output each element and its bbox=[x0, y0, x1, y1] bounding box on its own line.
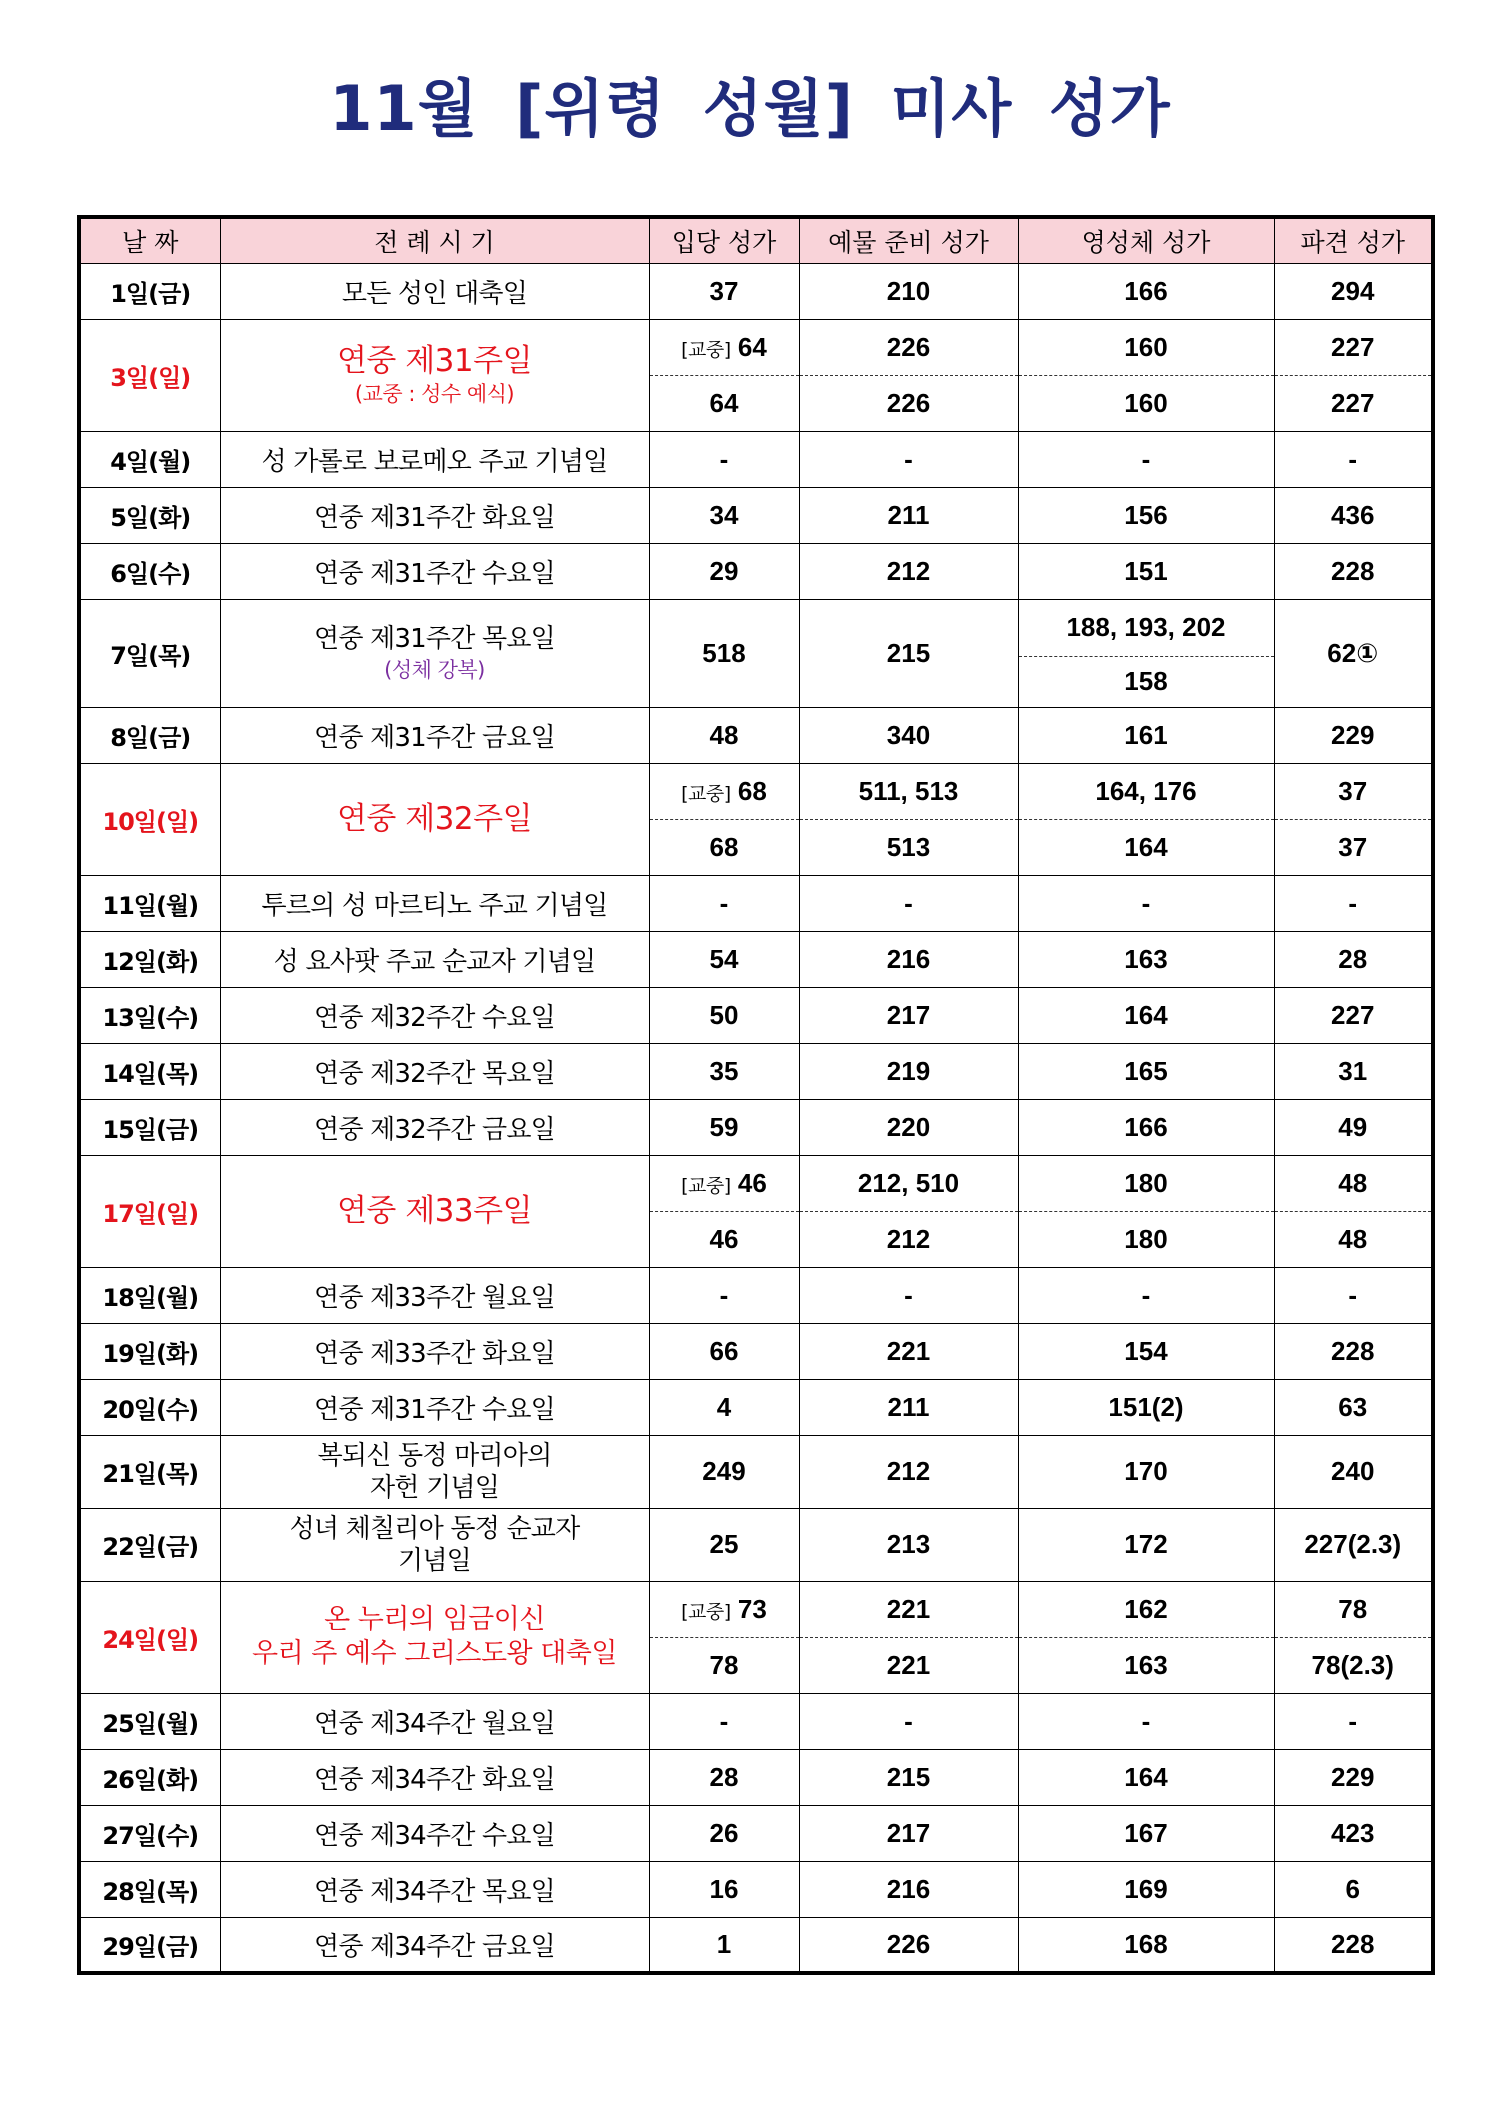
entrance-hymn: - bbox=[649, 1693, 799, 1749]
dismissal-hymn: 229 bbox=[1274, 1749, 1433, 1805]
offertory-hymn: 221 bbox=[799, 1323, 1018, 1379]
liturgy-cell: 연중 제34주간 월요일 bbox=[220, 1693, 649, 1749]
date-cell: 21일(목) bbox=[79, 1435, 220, 1508]
communion-hymn: 160 bbox=[1018, 319, 1274, 375]
dismissal-hymn: - bbox=[1274, 1267, 1433, 1323]
liturgy-cell: 연중 제32주간 목요일 bbox=[220, 1043, 649, 1099]
header-communion: 영성체 성가 bbox=[1018, 217, 1274, 263]
main-mass-tag: [교중] bbox=[681, 338, 731, 361]
liturgy-cell bbox=[220, 1435, 649, 1508]
dismissal-hymn: 423 bbox=[1274, 1805, 1433, 1861]
schedule-row bbox=[79, 1581, 1433, 1637]
entrance-hymn: 26 bbox=[649, 1805, 799, 1861]
offertory-hymn: 216 bbox=[799, 1861, 1018, 1917]
entrance-hymn bbox=[649, 1155, 799, 1211]
liturgy-line: 자헌 기념일 bbox=[369, 1472, 500, 1503]
date-cell: 8일(금) bbox=[79, 707, 220, 763]
dismissal-hymn: 227 bbox=[1274, 987, 1433, 1043]
liturgy-title: 연중 제31주일 bbox=[336, 343, 533, 379]
schedule-row bbox=[79, 1861, 1433, 1917]
hymn-schedule-table bbox=[77, 215, 1435, 1975]
communion-hymn: 160 bbox=[1018, 375, 1274, 431]
schedule-row bbox=[79, 1155, 1433, 1211]
main-mass-tag: [교중] bbox=[681, 782, 731, 805]
date-cell: 5일(화) bbox=[79, 487, 220, 543]
dismissal-hymn: 63 bbox=[1274, 1379, 1433, 1435]
dismissal-hymn: 48 bbox=[1274, 1211, 1433, 1267]
communion-hymn: 164 bbox=[1018, 987, 1274, 1043]
dismissal-hymn: 28 bbox=[1274, 931, 1433, 987]
offertory-hymn: 216 bbox=[799, 931, 1018, 987]
communion-hymn: - bbox=[1018, 431, 1274, 487]
schedule-row bbox=[79, 1323, 1433, 1379]
schedule-row bbox=[79, 1379, 1433, 1435]
entrance-hymn: 249 bbox=[649, 1435, 799, 1508]
header-entrance: 입당 성가 bbox=[649, 217, 799, 263]
dismissal-hymn: 37 bbox=[1274, 763, 1433, 819]
communion-hymn: 158 bbox=[1018, 656, 1274, 707]
entrance-hymn: 4 bbox=[649, 1379, 799, 1435]
entrance-hymn: 78 bbox=[649, 1637, 799, 1693]
entrance-hymn: 68 bbox=[649, 819, 799, 875]
date-cell: 15일(금) bbox=[79, 1099, 220, 1155]
liturgy-cell: 연중 제33주간 화요일 bbox=[220, 1323, 649, 1379]
schedule-row bbox=[79, 1267, 1433, 1323]
communion-hymn: 172 bbox=[1018, 1508, 1274, 1581]
offertory-hymn: - bbox=[799, 431, 1018, 487]
dismissal-hymn: 227 bbox=[1274, 375, 1433, 431]
liturgy-cell bbox=[220, 599, 649, 707]
entrance-hymn-number: 46 bbox=[737, 1167, 767, 1198]
dismissal-hymn: 228 bbox=[1274, 1323, 1433, 1379]
dismissal-hymn: 228 bbox=[1274, 1917, 1433, 1973]
liturgy-cell: 연중 제33주간 월요일 bbox=[220, 1267, 649, 1323]
dismissal-hymn: 49 bbox=[1274, 1099, 1433, 1155]
date-cell: 18일(월) bbox=[79, 1267, 220, 1323]
schedule-row bbox=[79, 1508, 1433, 1581]
offertory-hymn: 217 bbox=[799, 1805, 1018, 1861]
communion-hymn: 180 bbox=[1018, 1155, 1274, 1211]
liturgy-cell: 연중 제32주간 수요일 bbox=[220, 987, 649, 1043]
date-cell: 19일(화) bbox=[79, 1323, 220, 1379]
date-cell: 3일(일) bbox=[79, 319, 220, 431]
liturgy-note: (교중 : 성수 예식) bbox=[354, 382, 515, 406]
dismissal-hymn: - bbox=[1274, 875, 1433, 931]
dismissal-hymn: 294 bbox=[1274, 263, 1433, 319]
entrance-hymn: 37 bbox=[649, 263, 799, 319]
date-cell: 26일(화) bbox=[79, 1749, 220, 1805]
communion-hymn: 151(2) bbox=[1018, 1379, 1274, 1435]
dismissal-hymn: 48 bbox=[1274, 1155, 1433, 1211]
entrance-hymn: - bbox=[649, 875, 799, 931]
schedule-row bbox=[79, 1043, 1433, 1099]
schedule-row bbox=[79, 707, 1433, 763]
communion-hymn: 164 bbox=[1018, 819, 1274, 875]
offertory-hymn: 226 bbox=[799, 319, 1018, 375]
schedule-row bbox=[79, 1917, 1433, 1973]
entrance-hymn: 66 bbox=[649, 1323, 799, 1379]
offertory-hymn: - bbox=[799, 1693, 1018, 1749]
offertory-hymn: 212, 510 bbox=[799, 1155, 1018, 1211]
schedule-row bbox=[79, 599, 1433, 656]
entrance-hymn-number: 68 bbox=[737, 775, 767, 806]
communion-hymn: 164 bbox=[1018, 1749, 1274, 1805]
entrance-hymn: 29 bbox=[649, 543, 799, 599]
offertory-hymn: 219 bbox=[799, 1043, 1018, 1099]
entrance-hymn: 28 bbox=[649, 1749, 799, 1805]
schedule-row bbox=[79, 931, 1433, 987]
date-cell: 11일(월) bbox=[79, 875, 220, 931]
communion-hymn: 164, 176 bbox=[1018, 763, 1274, 819]
entrance-hymn: 34 bbox=[649, 487, 799, 543]
liturgy-cell: 연중 제31주간 금요일 bbox=[220, 707, 649, 763]
dismissal-hymn: 229 bbox=[1274, 707, 1433, 763]
entrance-hymn bbox=[649, 763, 799, 819]
entrance-hymn: - bbox=[649, 431, 799, 487]
offertory-hymn: 212 bbox=[799, 543, 1018, 599]
liturgy-cell bbox=[220, 1581, 649, 1693]
liturgy-cell: 연중 제32주간 금요일 bbox=[220, 1099, 649, 1155]
dismissal-hymn: 228 bbox=[1274, 543, 1433, 599]
entrance-hymn: 46 bbox=[649, 1211, 799, 1267]
offertory-hymn: 217 bbox=[799, 987, 1018, 1043]
offertory-hymn: 511, 513 bbox=[799, 763, 1018, 819]
communion-hymn: - bbox=[1018, 875, 1274, 931]
dismissal-hymn: 31 bbox=[1274, 1043, 1433, 1099]
dismissal-hymn: 37 bbox=[1274, 819, 1433, 875]
main-mass-tag: [교중] bbox=[681, 1600, 731, 1623]
communion-hymn: 161 bbox=[1018, 707, 1274, 763]
offertory-hymn: 220 bbox=[799, 1099, 1018, 1155]
date-cell: 17일(일) bbox=[79, 1155, 220, 1267]
liturgy-line: 온 누리의 임금이신 bbox=[324, 1604, 545, 1635]
liturgy-line: 성녀 체칠리아 동정 순교자 bbox=[289, 1513, 580, 1544]
header-date: 날 짜 bbox=[79, 217, 220, 263]
date-cell: 7일(목) bbox=[79, 599, 220, 707]
communion-hymn: 156 bbox=[1018, 487, 1274, 543]
communion-hymn: 151 bbox=[1018, 543, 1274, 599]
offertory-hymn: - bbox=[799, 875, 1018, 931]
dismissal-hymn: 227 bbox=[1274, 319, 1433, 375]
date-cell: 22일(금) bbox=[79, 1508, 220, 1581]
communion-hymn: 166 bbox=[1018, 1099, 1274, 1155]
entrance-hymn bbox=[649, 1581, 799, 1637]
header-row bbox=[79, 217, 1433, 263]
schedule-row bbox=[79, 263, 1433, 319]
schedule-row bbox=[79, 763, 1433, 819]
entrance-hymn: 518 bbox=[649, 599, 799, 707]
header-liturgy: 전 례 시 기 bbox=[220, 217, 649, 263]
entrance-hymn: 35 bbox=[649, 1043, 799, 1099]
offertory-hymn: 210 bbox=[799, 263, 1018, 319]
liturgy-cell: 연중 제34주간 금요일 bbox=[220, 1917, 649, 1973]
communion-hymn: 165 bbox=[1018, 1043, 1274, 1099]
liturgy-cell bbox=[220, 1155, 649, 1267]
liturgy-line: 우리 주 예수 그리스도왕 대축일 bbox=[252, 1638, 617, 1669]
offertory-hymn: 226 bbox=[799, 375, 1018, 431]
schedule-row bbox=[79, 875, 1433, 931]
date-cell: 12일(화) bbox=[79, 931, 220, 987]
offertory-hymn: 226 bbox=[799, 1917, 1018, 1973]
entrance-hymn: 64 bbox=[649, 375, 799, 431]
offertory-hymn: 212 bbox=[799, 1435, 1018, 1508]
liturgy-line: 기념일 bbox=[398, 1545, 471, 1576]
communion-hymn: 166 bbox=[1018, 263, 1274, 319]
liturgy-cell: 투르의 성 마르티노 주교 기념일 bbox=[220, 875, 649, 931]
liturgy-cell bbox=[220, 763, 649, 875]
liturgy-cell: 연중 제34주간 목요일 bbox=[220, 1861, 649, 1917]
entrance-hymn: 25 bbox=[649, 1508, 799, 1581]
dismissal-hymn: 436 bbox=[1274, 487, 1433, 543]
offertory-hymn: 215 bbox=[799, 599, 1018, 707]
entrance-hymn: 50 bbox=[649, 987, 799, 1043]
dismissal-hymn: 6 bbox=[1274, 1861, 1433, 1917]
header-offertory: 예물 준비 성가 bbox=[799, 217, 1018, 263]
dismissal-hymn: 240 bbox=[1274, 1435, 1433, 1508]
date-cell: 24일(일) bbox=[79, 1581, 220, 1693]
schedule-row bbox=[79, 987, 1433, 1043]
schedule-row bbox=[79, 319, 1433, 375]
dismissal-hymn: 78 bbox=[1274, 1581, 1433, 1637]
communion-hymn: 180 bbox=[1018, 1211, 1274, 1267]
offertory-hymn: 211 bbox=[799, 487, 1018, 543]
liturgy-cell: 연중 제34주간 수요일 bbox=[220, 1805, 649, 1861]
offertory-hymn: 215 bbox=[799, 1749, 1018, 1805]
date-cell: 4일(월) bbox=[79, 431, 220, 487]
dismissal-hymn: 227(2.3) bbox=[1274, 1508, 1433, 1581]
main-mass-tag: [교중] bbox=[681, 1174, 731, 1197]
liturgy-cell: 연중 제31주간 수요일 bbox=[220, 543, 649, 599]
dismissal-hymn: - bbox=[1274, 1693, 1433, 1749]
communion-hymn: 168 bbox=[1018, 1917, 1274, 1973]
liturgy-cell: 성 요사팟 주교 순교자 기념일 bbox=[220, 931, 649, 987]
date-cell: 25일(월) bbox=[79, 1693, 220, 1749]
offertory-hymn: 340 bbox=[799, 707, 1018, 763]
liturgy-line: 복되신 동정 마리아의 bbox=[317, 1440, 552, 1471]
offertory-hymn: 213 bbox=[799, 1508, 1018, 1581]
schedule-row bbox=[79, 487, 1433, 543]
schedule-row bbox=[79, 1693, 1433, 1749]
entrance-hymn: 48 bbox=[649, 707, 799, 763]
entrance-hymn: 59 bbox=[649, 1099, 799, 1155]
page-title: 11월 [위령 성월] 미사 성가 bbox=[329, 72, 1171, 145]
communion-hymn: 169 bbox=[1018, 1861, 1274, 1917]
offertory-hymn: 211 bbox=[799, 1379, 1018, 1435]
communion-hymn: 188, 193, 202 bbox=[1018, 599, 1274, 656]
dismissal-hymn: 78(2.3) bbox=[1274, 1637, 1433, 1693]
date-cell: 29일(금) bbox=[79, 1917, 220, 1973]
date-cell: 27일(수) bbox=[79, 1805, 220, 1861]
liturgy-title: 연중 제31주간 목요일 bbox=[314, 624, 555, 654]
offertory-hymn: 513 bbox=[799, 819, 1018, 875]
offertory-hymn: - bbox=[799, 1267, 1018, 1323]
date-cell: 6일(수) bbox=[79, 543, 220, 599]
liturgy-title: 연중 제33주일 bbox=[336, 1193, 533, 1229]
entrance-hymn bbox=[649, 319, 799, 375]
entrance-hymn: 1 bbox=[649, 1917, 799, 1973]
dismissal-hymn: 62① bbox=[1274, 599, 1433, 707]
communion-hymn: 163 bbox=[1018, 931, 1274, 987]
liturgy-cell: 연중 제31주간 수요일 bbox=[220, 1379, 649, 1435]
schedule-row bbox=[79, 1099, 1433, 1155]
liturgy-cell bbox=[220, 319, 649, 431]
date-cell: 14일(목) bbox=[79, 1043, 220, 1099]
offertory-hymn: 221 bbox=[799, 1637, 1018, 1693]
date-cell: 28일(목) bbox=[79, 1861, 220, 1917]
date-cell: 20일(수) bbox=[79, 1379, 220, 1435]
communion-hymn: - bbox=[1018, 1693, 1274, 1749]
communion-hymn: 163 bbox=[1018, 1637, 1274, 1693]
date-cell: 10일(일) bbox=[79, 763, 220, 875]
communion-hymn: 167 bbox=[1018, 1805, 1274, 1861]
liturgy-cell: 모든 성인 대축일 bbox=[220, 263, 649, 319]
entrance-hymn-number: 64 bbox=[737, 331, 767, 362]
offertory-hymn: 212 bbox=[799, 1211, 1018, 1267]
schedule-row bbox=[79, 543, 1433, 599]
communion-hymn: 170 bbox=[1018, 1435, 1274, 1508]
entrance-hymn-number: 73 bbox=[737, 1593, 767, 1624]
offertory-hymn: 221 bbox=[799, 1581, 1018, 1637]
liturgy-note: (성체 강복) bbox=[384, 658, 485, 682]
entrance-hymn: 16 bbox=[649, 1861, 799, 1917]
date-cell: 13일(수) bbox=[79, 987, 220, 1043]
date-cell: 1일(금) bbox=[79, 263, 220, 319]
liturgy-cell: 성 가롤로 보로메오 주교 기념일 bbox=[220, 431, 649, 487]
schedule-row bbox=[79, 431, 1433, 487]
liturgy-cell: 연중 제31주간 화요일 bbox=[220, 487, 649, 543]
communion-hymn: 154 bbox=[1018, 1323, 1274, 1379]
schedule-row bbox=[79, 1435, 1433, 1508]
entrance-hymn: 54 bbox=[649, 931, 799, 987]
schedule-row bbox=[79, 1805, 1433, 1861]
communion-hymn: 162 bbox=[1018, 1581, 1274, 1637]
liturgy-title: 연중 제32주일 bbox=[336, 801, 533, 837]
communion-hymn: - bbox=[1018, 1267, 1274, 1323]
dismissal-hymn: - bbox=[1274, 431, 1433, 487]
entrance-hymn: - bbox=[649, 1267, 799, 1323]
schedule-row bbox=[79, 1749, 1433, 1805]
liturgy-cell bbox=[220, 1508, 649, 1581]
liturgy-cell: 연중 제34주간 화요일 bbox=[220, 1749, 649, 1805]
header-dismissal: 파견 성가 bbox=[1274, 217, 1433, 263]
